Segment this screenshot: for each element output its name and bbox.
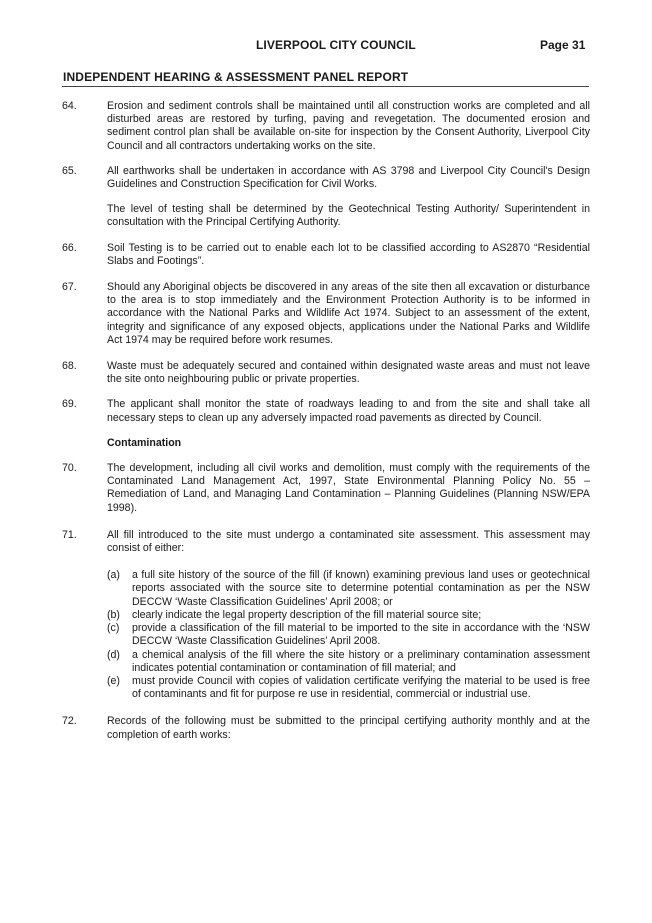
condition-text: All fill introduced to the site must undergo a contaminated site assessment. This assessment may consist of either: <box>107 528 590 555</box>
condition-69 <box>62 398 590 424</box>
condition-number: 68. <box>62 360 77 373</box>
sub-item-text: a chemical analysis of the fill where the site history or a preliminary contamination assessment indicates potential contamination or contamination of fill material; and <box>132 648 590 674</box>
sub-item-text: clearly indicate the legal property description of the fill material source site; <box>132 608 482 621</box>
condition-number: 72. <box>62 715 77 728</box>
sub-item-e <box>107 675 590 701</box>
sub-item-d <box>107 649 590 675</box>
conditions-body <box>62 100 590 742</box>
condition-71 <box>62 529 590 555</box>
condition-number: 70. <box>62 462 77 475</box>
sub-item-label: (d) <box>107 648 120 661</box>
sub-item-c <box>107 622 590 648</box>
sub-item-label: (c) <box>107 622 120 635</box>
sub-item-label: (a) <box>107 569 120 582</box>
sub-item-text: a full site history of the source of the fill (if known) examining previous land uses or geotechnical reports associated with the source site to determine potential contamination as per the NSW DECCW ‘Waste Classification Guidelines’ April 2008; or <box>132 569 590 608</box>
condition-number: 71. <box>62 528 77 541</box>
condition-68 <box>62 360 590 386</box>
condition-text: Records of the following must be submitted to the principal certifying authority monthly and at the completion of earth works: <box>107 715 590 741</box>
header-divider <box>62 86 589 87</box>
sub-item-label: (e) <box>107 674 120 687</box>
sub-item-text: provide a classification of the fill material to be imported to the site in accordance with the ‘NSW DECCW ‘Waste Classification Guidelines’ April 2008. <box>132 622 590 648</box>
condition-text: Waste must be adequately secured and contained within designated waste areas and must not leave the site onto neighbouring public or private properties. <box>107 360 590 386</box>
condition-text: All earthworks shall be undertaken in accordance with AS 3798 and Liverpool City Council's Design Guidelines and Construction Specification for Civil Works. <box>107 164 590 191</box>
sub-item-b <box>107 609 590 622</box>
condition-text: The applicant shall monitor the state of roadways leading to and from the site and shall take all necessary steps to clean up any adversely impacted road pavements as directed by Council. <box>107 398 590 424</box>
condition-number: 64. <box>62 100 77 112</box>
condition-text: Should any Aboriginal objects be discovered in any areas of the site then all excavation or disturbance to the area is to stop immediately and the Environment Protection Authority is to be informed in accordance with the National Parks and Wildlife Act 1974. Subject to an assessment of the extent, integrity and significance of any exposed objects, applications under the National Parks and Wildlife Act 1974 may be required before work resumes. <box>107 281 590 346</box>
condition-text: Erosion and sediment controls shall be maintained until all construction works are completed and all disturbed areas are restored by turfing, paving and revegetation. The documented erosion and sediment control plan shall be available on-site for inspection by the Consent Authority, Liverpool City Council and all contractors undertaking works on the site. <box>107 100 590 152</box>
condition-number: 67. <box>62 281 77 294</box>
condition-number: 69. <box>62 398 77 411</box>
condition-text: The development, including all civil works and demolition, must comply with the requirements of the Contaminated Land Management Act, 1997, State Environmental Planning Policy No. 55 – Remediation of Land, and Managing Land Contamination – Planning Guidelines (Planning NSW/EPA 1998). <box>107 462 590 514</box>
condition-number: 65. <box>62 164 77 177</box>
sub-item-label: (b) <box>107 608 120 621</box>
page-number: Page 31 <box>540 38 586 52</box>
condition-65 <box>62 165 590 191</box>
council-name: LIVERPOOL CITY COUNCIL <box>256 38 416 52</box>
report-title: INDEPENDENT HEARING & ASSESSMENT PANEL REPORT <box>63 70 409 84</box>
condition-67 <box>62 281 590 347</box>
condition-text: Soil Testing is to be carried out to enable each lot to be classified according to AS2870 “Residential Slabs and Footings”. <box>107 241 590 267</box>
sub-item-a <box>107 569 590 609</box>
condition-66 <box>62 242 590 268</box>
condition-number: 66. <box>62 241 77 254</box>
condition-64 <box>62 100 590 153</box>
condition-70 <box>62 462 590 515</box>
section-heading-contamination: Contamination <box>107 436 182 449</box>
condition-72 <box>62 715 590 741</box>
condition-65-paragraph-2: The level of testing shall be determined by the Geotechnical Testing Authority/ Superintendent in consultation with the Principal Certifying Authority. <box>107 203 590 229</box>
sub-item-text: must provide Council with copies of validation certificate verifying the material to be used is free of contaminants and fit for purpose re use in residential, commercial or industrial use. <box>132 674 590 701</box>
